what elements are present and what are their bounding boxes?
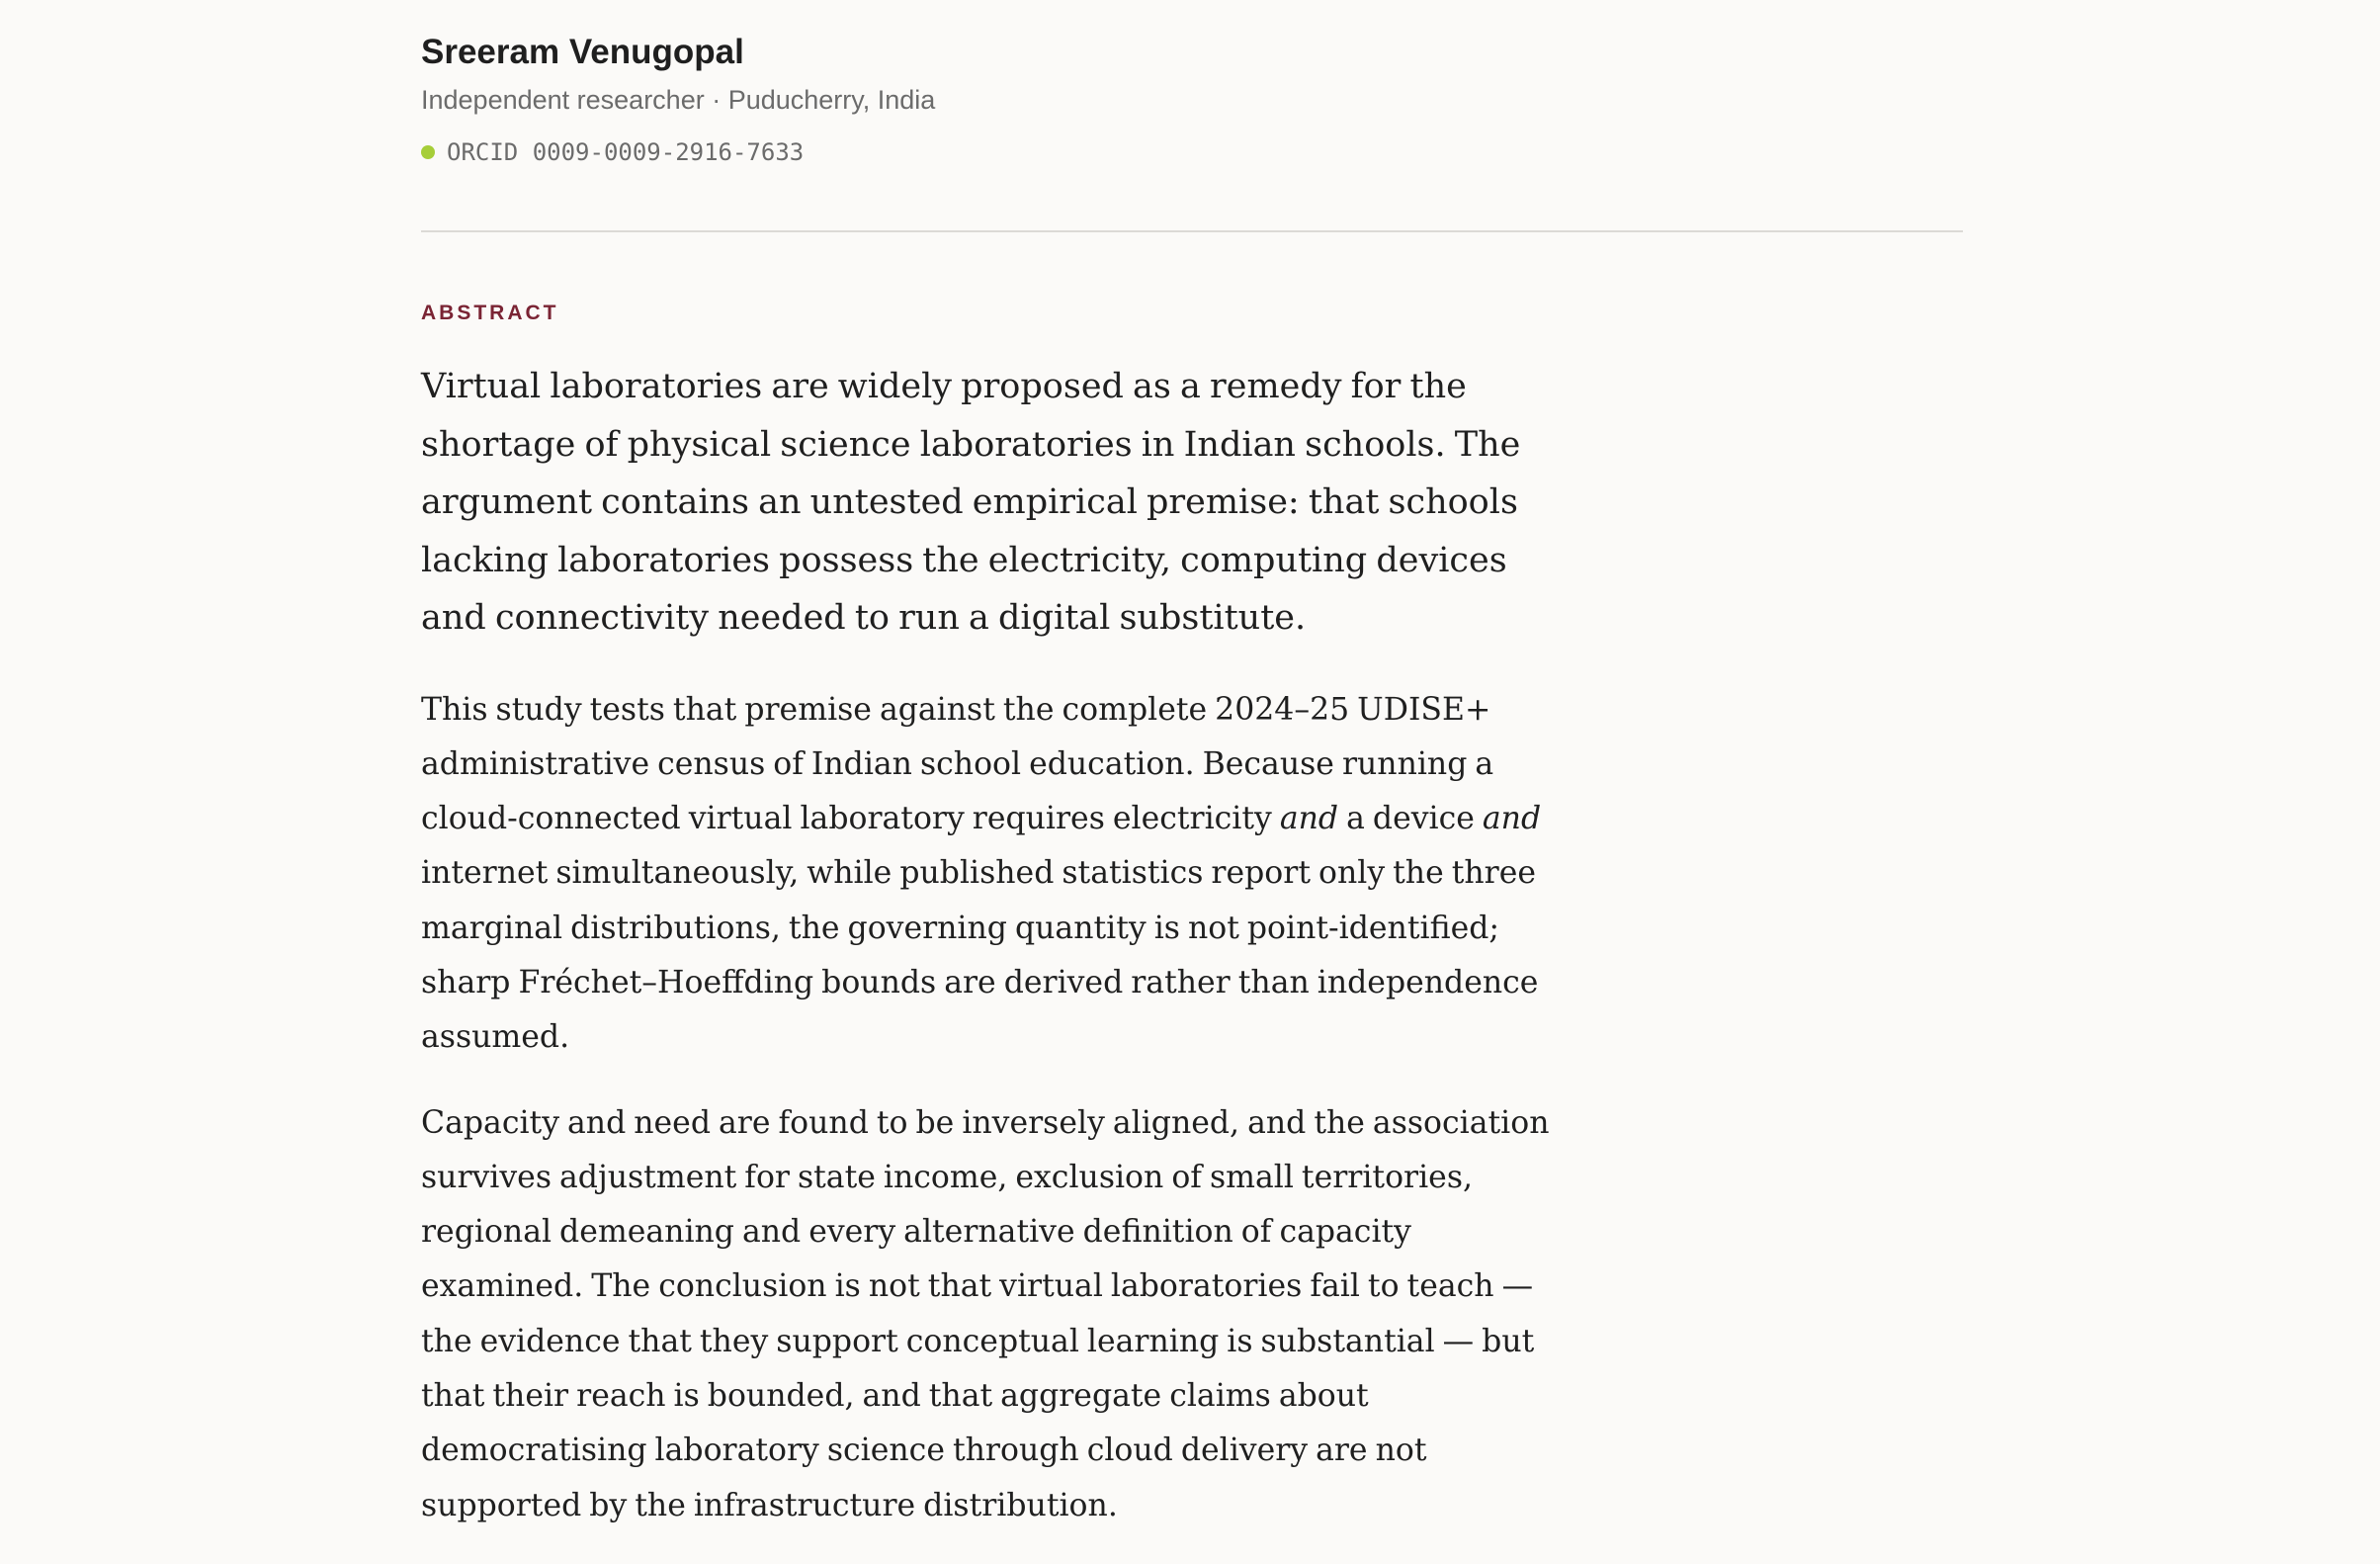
abstract-p2-emphasis-1: and [1279, 801, 1339, 837]
abstract-body [421, 358, 1558, 1564]
abstract-p2-emphasis-2: and [1482, 801, 1542, 837]
abstract-paragraph-3: Capacity and need are found to be inversely aligned, and the association survives adjustment for state income, exclusion of small territories, regional demeaning and every alternative definition of capacity examined. The conclusion is not that virtual laboratories fail to teach — the evidence that they support conceptual learning is substantial — but that their reach is bounded, and that aggregate claims about democratising laboratory science through cloud delivery are not supported by the infrastructure distribution. [421, 1104, 1550, 1523]
author-affiliation: Independent researcher · Puducherry, India [421, 85, 936, 115]
abstract-paragraph-2 [421, 683, 1558, 1066]
header-divider [421, 230, 1963, 232]
abstract-p2-text-3: internet simultaneously, while published statistics report only the three marginal distributions, the governing quantity is not point-identified; sharp Fréchet–Hoeffding bounds are derived rather than independence assumed. [421, 855, 1539, 1056]
author-name: Sreeram Venugopal [421, 33, 744, 71]
orcid-id[interactable]: ORCID 0009-0009-2916-7633 [447, 138, 805, 166]
orcid-dot-icon [421, 145, 435, 159]
abstract-p2-text-2: a device [1338, 801, 1483, 837]
abstract-p2-text-1: This study tests that premise against the complete 2024–25 UDISE+ administrative census of Indian school education. Because running a cloud-connected virtual laboratory requires electricity [421, 691, 1494, 837]
orcid-row[interactable] [421, 134, 804, 170]
abstract-lead-paragraph: Virtual laboratories are widely proposed as a remedy for the shortage of physical science laboratories in Indian schools. The argument contains an untested empirical premise: that schools lacking laboratories possess the electricity, computing devices and connectivity needed to run a digital substitute. [421, 367, 1521, 638]
abstract-heading: ABSTRACT [421, 302, 559, 324]
